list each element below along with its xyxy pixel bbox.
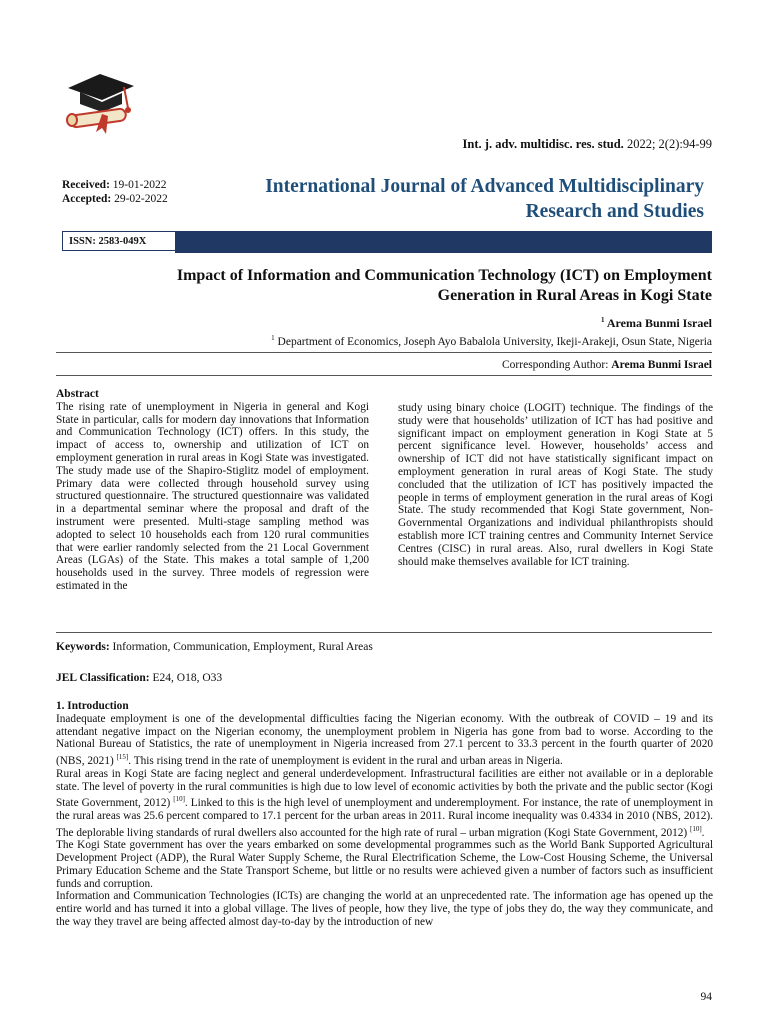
intro-paragraph-1: Inadequate employment is one of the developmental difficulties facing the Nigerian economy. With the outbreak of COVID – 19 and its attendant negative impact on the Nigerian economy, the unemployment problem in Nigeria has gone from bad to worse. According to the National Bureau of Statistics, the rate of unemployment in Nigeria increased from 27.1 percent to 33.3 percent in the fourth quarter of 2020 (NBS, 2021) [15]. This rising trend in the rate of unemployment is evident in the rural and urban areas in Nigeria. (56, 712, 713, 767)
intro-paragraph-3: The Kogi State government has over the years embarked on some developmental programmes such as the World Bank Supported Agricultural Development Project (ADP), the Rural Water Supply Scheme, the Rural Electrification Scheme, the Low-Cost Housing Scheme, the Universal Primary Education Scheme and the State Transport Scheme, but little or no results were achieved given a number of factors such as insufficient funds and corruption. (56, 839, 713, 890)
accepted-date: Accepted: 29-02-2022 (62, 193, 168, 205)
introduction-heading: 1. Introduction (56, 700, 129, 712)
journal-logo (62, 66, 142, 138)
citation-volume: 2022; 2(2):94-99 (623, 137, 712, 151)
abstract-text-right: study using binary choice (LOGIT) technique. The findings of the study were that households’ utilization of ICT has had positive and significant impact on employment generation in Kogi State at 5 percent significance level. However, households’ access and ownership of ICT did not have statistically significant impact on employment generation in rural areas of Kogi State. The study concluded that the utilization of ICT has positively impacted the people in terms of employment generation in the rural areas of Kogi State. The study recommended that Kogi State government, Non-Governmental Organizations and individual philanthropists should establish more ICT training centres and Community Internet Service Centres (CISC) in rural areas. Also, rural dwellers in Kogi State should make themselves available for ICT training. (398, 402, 713, 568)
issn-label: ISSN: 2583-049X (62, 231, 176, 251)
divider-keywords (56, 632, 712, 633)
abstract-text-left: The rising rate of unemployment in Nigeria in general and Kogi State in particular, calls for modern day innovations that Information and Communication Technology (ICT) offers. In this study, the impact of access to, ownership and utilization of ICT on employment generation in rural areas in Kogi State was investigated. The study made use of the Shapiro-Stiglitz model of employment. Primary data were collected through household survey using structured questionnaire. The structured questionnaire was validated in a departmental seminar where the proposal and draft of the instrument were presented. Multi-stage sampling method was adopted to select 10 households each from 120 rural communities that were earlier randomly selected from the 21 Local Government Areas (LGAs) of the State. This makes a total sample of 1,200 households used in the survey. Three models of regression were estimated in the (56, 400, 369, 592)
submission-dates (62, 178, 168, 206)
abstract-heading: Abstract (56, 388, 99, 400)
citation-journal: Int. j. adv. multidisc. res. stud. (462, 137, 624, 151)
citation-ref: [15] (116, 753, 129, 762)
corresponding-author: Corresponding Author: Arema Bunmi Israel (502, 359, 712, 371)
abstract-left-column (56, 388, 369, 593)
graduation-cap-icon (62, 66, 142, 138)
author-affiliation: $^1$ Department of Economics, Joseph Ayo Babalola University, Ikeji-Arakeji, Osun State, Nigeria (271, 334, 712, 348)
intro-paragraph-4: Information and Communication Technologies (ICTs) are changing the world at an unprecedented rate. The information age has opened up the entire world and has turned it into a global village. The lives of people, how they live, the type of jobs they do, the way they communicate, and the way they travel are being affected almost day-to-day by the introduction of new (56, 890, 713, 929)
page-number: 94 (700, 991, 712, 1003)
paper-title: Impact of Information and Communication Technology (ICT) on Employment Generation in Rural Areas in Kogi State (176, 267, 712, 304)
intro-paragraph-2: Rural areas in Kogi State are facing neglect and general underdevelopment. Infrastructural facilities are either not available or in a deplorable state. The level of poverty in the rural communities is high due to low level of economic activities by both the private and the public sector (Kogi State Government, 2012) [10]. Linked to this is the high level of unemployment and underemployment. For instance, the rate of unemployment in the rural areas was 25.6 percent compared to 17.1 percent for the urban areas in 2011. Rural income inequality was 0.4334 in 2010 (NBS, 2012). The deplorable living standards of rural dwellers also accounted for the high rate of rural – urban migration (Kogi State Government, 2012) [10]. (56, 767, 713, 839)
jel-classification: JEL Classification: E24, O18, O33 (56, 672, 223, 684)
journal-title-line2: Research and Studies (525, 201, 704, 222)
divider-abstract (56, 375, 712, 376)
abstract-right-column (398, 402, 713, 568)
citation-ref: [10] (690, 824, 702, 833)
citation-ref: [10] (173, 795, 185, 804)
journal-title-line1: International Journal of Advanced Multidisciplinary (265, 176, 704, 197)
author-name: $^1$ Arema Bunmi Israel (601, 316, 712, 330)
divider-top (56, 352, 712, 353)
issn-bar (62, 231, 712, 253)
received-date: Received: 19-01-2022 (62, 179, 167, 191)
keywords: Keywords: Information, Communication, Employment, Rural Areas (56, 641, 373, 653)
journal-title (184, 174, 704, 224)
journal-citation (463, 137, 712, 152)
introduction-section (56, 700, 713, 929)
issn-bar-fill (175, 231, 712, 253)
